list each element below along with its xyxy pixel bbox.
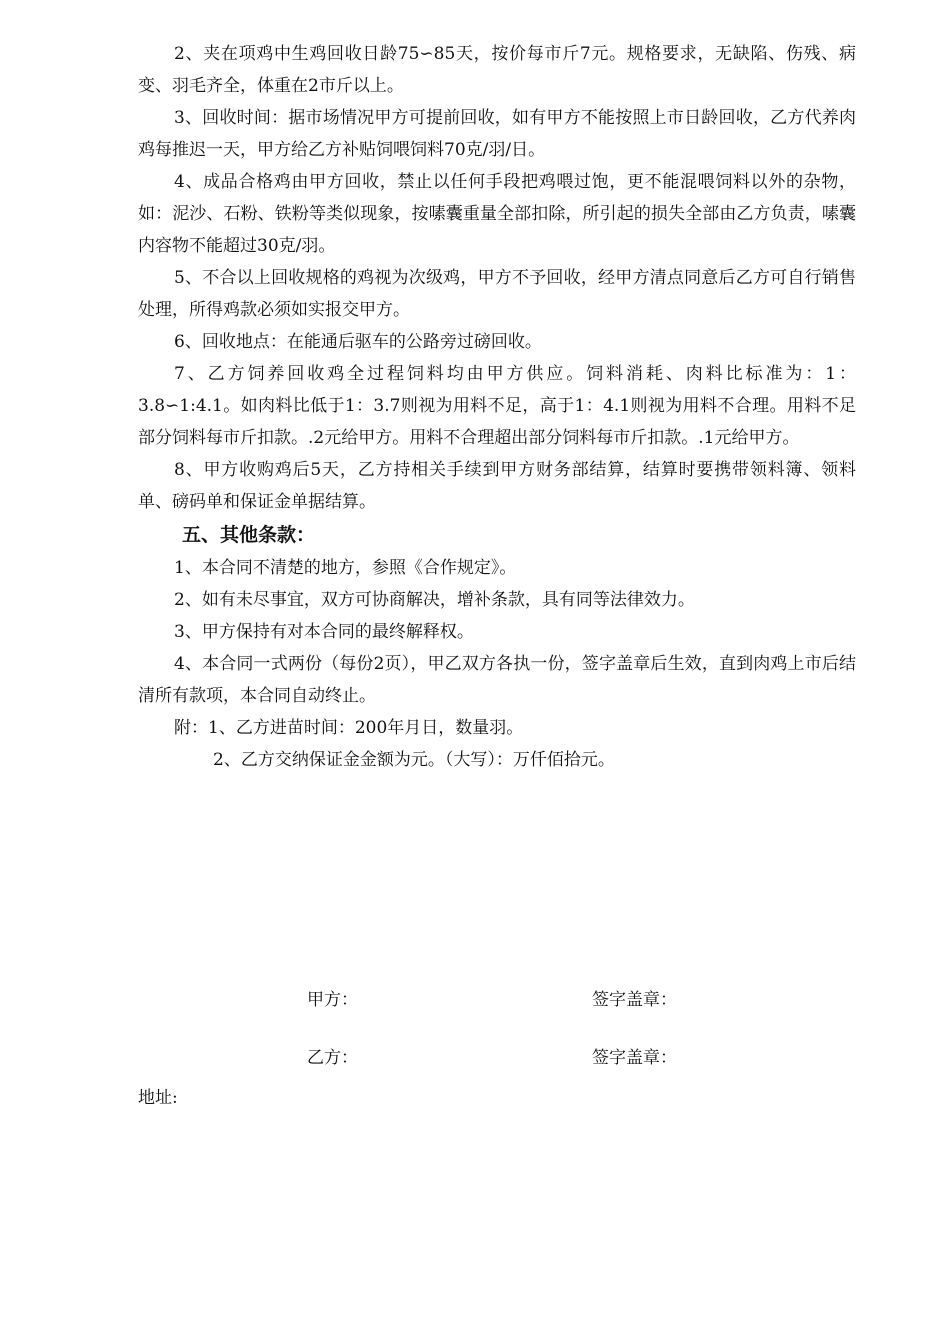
party-a-sign-label: 签字盖章：: [592, 990, 677, 1010]
clause-copies: 4、本合同一式两份（每份2页），甲乙双方各执一份，签字盖章后生效，直到肉鸡上市后结清所有款项，本合同自动终止。: [138, 654, 856, 706]
address-label: 地址:: [138, 1088, 178, 1108]
clause-interpretation: 3、甲方保持有对本合同的最终解释权。: [174, 622, 474, 642]
appendix-line-2: 2、乙方交纳保证金金额为元。（大写）：万仟佰拾元。: [213, 750, 615, 770]
contract-body: [138, 38, 856, 776]
clause-recovery-location: 6、回收地点：在能通后驱车的公路旁过磅回收。: [174, 332, 542, 352]
clause-settlement: 8、甲方收购鸡后5天，乙方持相关手续到甲方财务部结算，结算时要携带领料簿、领料单、磅码单和保证金单据结算。: [138, 460, 856, 512]
signature-row-party-b: [0, 1046, 950, 1070]
clause-reference: 1、本合同不清楚的地方，参照《合作规定》。: [174, 558, 517, 578]
signature-row-party-a: [0, 988, 950, 1012]
party-b-sign-label: 签字盖章：: [592, 1048, 677, 1068]
clause-feed-ratio: 7、乙方饲养回收鸡全过程饲料均由甲方供应。饲料消耗、肉料比标准为：1：3.8∽1:4.1。如肉料比低于1：3.7则视为用料不足，高于1：4.1则视为用料不合理。用料不足部分饲料每市斤扣款。.2元给甲方。用料不合理超出部分饲料每市斤扣款。.1元给甲方。: [138, 364, 856, 448]
appendix-line-1: 附：1、乙方进苗时间：200年月日，数量羽。: [174, 718, 524, 738]
clause-substandard-chickens: 5、不合以上回收规格的鸡视为次级鸡，甲方不予回收，经甲方清点同意后乙方可自行销售处理，所得鸡款必须如实报交甲方。: [138, 268, 856, 320]
party-b-label: 乙方：: [307, 1048, 358, 1068]
clause-negotiation: 2、如有未尽事宜，双方可协商解决，增补条款，具有同等法律效力。: [174, 590, 695, 610]
clause-qualified-chickens: 4、成品合格鸡由甲方回收，禁止以任何手段把鸡喂过饱，更不能混喂饲料以外的杂物，如：泥沙、石粉、铁粉等类似现象，按嗉囊重量全部扣除，所引起的损失全部由乙方负责，嗉囊内容物不能超过30克/羽。: [138, 172, 856, 256]
party-a-label: 甲方：: [307, 990, 358, 1010]
clause-recovery-age: 2、夹在项鸡中生鸡回收日龄75∽85天，按价每市斤7元。规格要求，无缺陷、伤残、病变、羽毛齐全，体重在2市斤以上。: [138, 44, 856, 96]
clause-recovery-time: 3、回收时间：据市场情况甲方可提前回收，如有甲方不能按照上市日龄回收，乙方代养肉鸡每推迟一天，甲方给乙方补贴饲喂饲料70克/羽/日。: [138, 108, 856, 160]
section-heading-other-terms: 五、其他条款：: [182, 524, 316, 546]
